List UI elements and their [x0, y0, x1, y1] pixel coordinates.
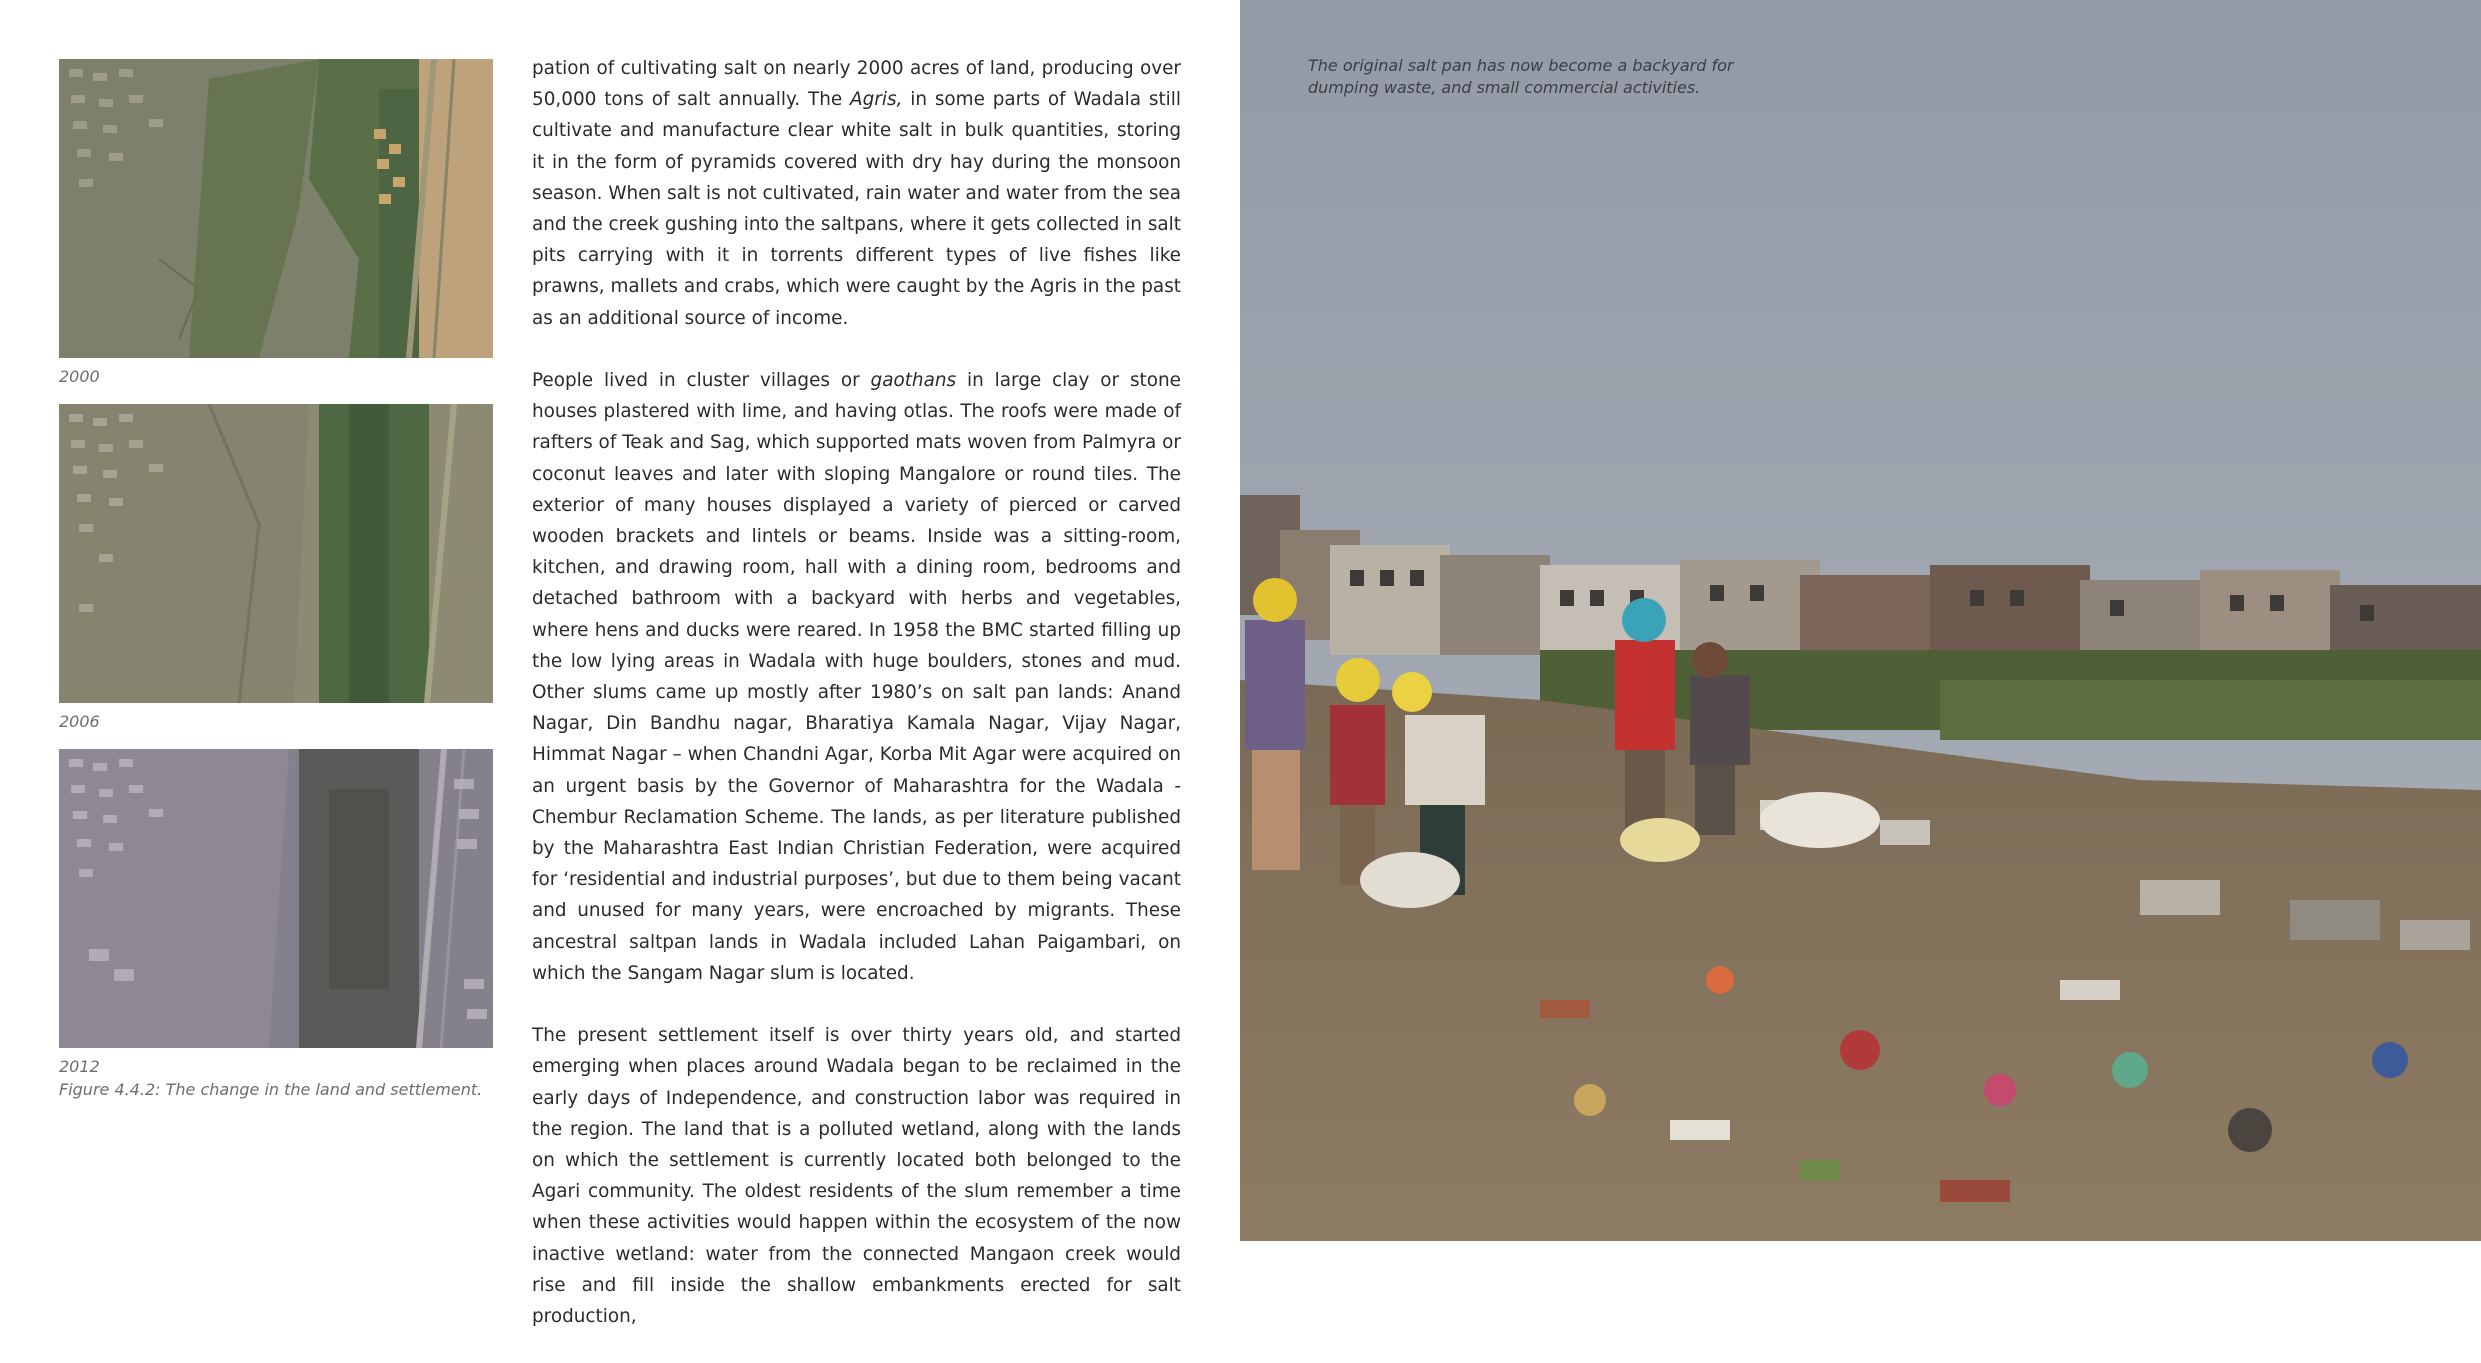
paragraph-3: The present settlement itself is over thirty years old, and started emerging when places around Wadala began to be reclaimed in the early days of Independence, and construction labor was required in the region. The land that is a polluted wetland, along with the lands on which the settlement is currently located both belonged to the Agari community. The oldest residents of the slum remember a time when these activities would happen within the ecosystem of the now inactive wetland: water from the connected Mangaon creek would rise and fill inside the shallow embankments erected for salt production,	[532, 1025, 1181, 1328]
figure-caption: Figure 4.4.2: The change in the land and settlement.	[59, 1080, 483, 1099]
dumping-ground-photo	[1240, 0, 2481, 1241]
aerial-photo-2000	[59, 59, 493, 358]
aerial-photo-2012	[59, 749, 493, 1048]
figure-year-2000: 2000	[59, 367, 100, 386]
left-page	[0, 0, 1240, 1328]
paragraph-2: People lived in cluster villages or gaothans in large clay or stone houses plastered with lime, and having otlas. The roofs were made of rafters of Teak and Sag, which supported mats woven from Palmyra or coconut leaves and later with sloping Mangalore or round tiles. The exterior of many houses displayed a variety of pierced or carved wooden brackets and lintels or beams. Inside was a sitting-room, kitchen, and drawing room, hall with a dining room, bedrooms and detached bathroom with a backyard with herbs and vegetables, where hens and ducks were reared. In 1958 the BMC started filling up the low lying areas in Wadala with huge boulders, stones and mud. Other slums came up mostly after 1980’s on salt pan lands: Anand Nagar, Din Bandhu nagar, Bharatiya Kamala Nagar, Vijay Nagar, Himmat Nagar – when Chandni Agar, Korba Mit Agar were acquired on an urgent basis by the Governor of Maharashtra for the Wadala - Chembur Reclamation Scheme. The lands, as per literature published by the Maharashtra East Indian Christian Federation, were acquired for ‘residential and industrial purposes’, but due to them being vacant and unused for many years, were encroached by migrants. These ancestral saltpan lands in Wadala included Lahan Paigambari, on which the Sangam Nagar slum is located.	[532, 370, 1181, 984]
figure-year-2006: 2006	[59, 712, 100, 731]
figure-year-2012: 2012	[59, 1057, 100, 1076]
body-text	[532, 53, 1181, 1363]
aerial-photo-2006	[59, 404, 493, 703]
photo-caption: The original salt pan has now become a backyard for dumping waste, and small commercial activities.	[1308, 56, 1734, 97]
paragraph-1: pation of cultivating salt on nearly 2000 acres of land, producing over 50,000 tons of salt annually. The Agris, in some parts of Wadala still cultivate and manufacture clear white salt in bulk quantities, storing it in the form of pyramids covered with dry hay during the monsoon season. When salt is not cultivated, rain water and water from the sea and the creek gushing into the saltpans, where it gets collected in salt pits carrying with it in torrents different types of live fishes like prawns, mallets and crabs, which were caught by the Agris in the past as an additional source of income.	[532, 58, 1181, 329]
